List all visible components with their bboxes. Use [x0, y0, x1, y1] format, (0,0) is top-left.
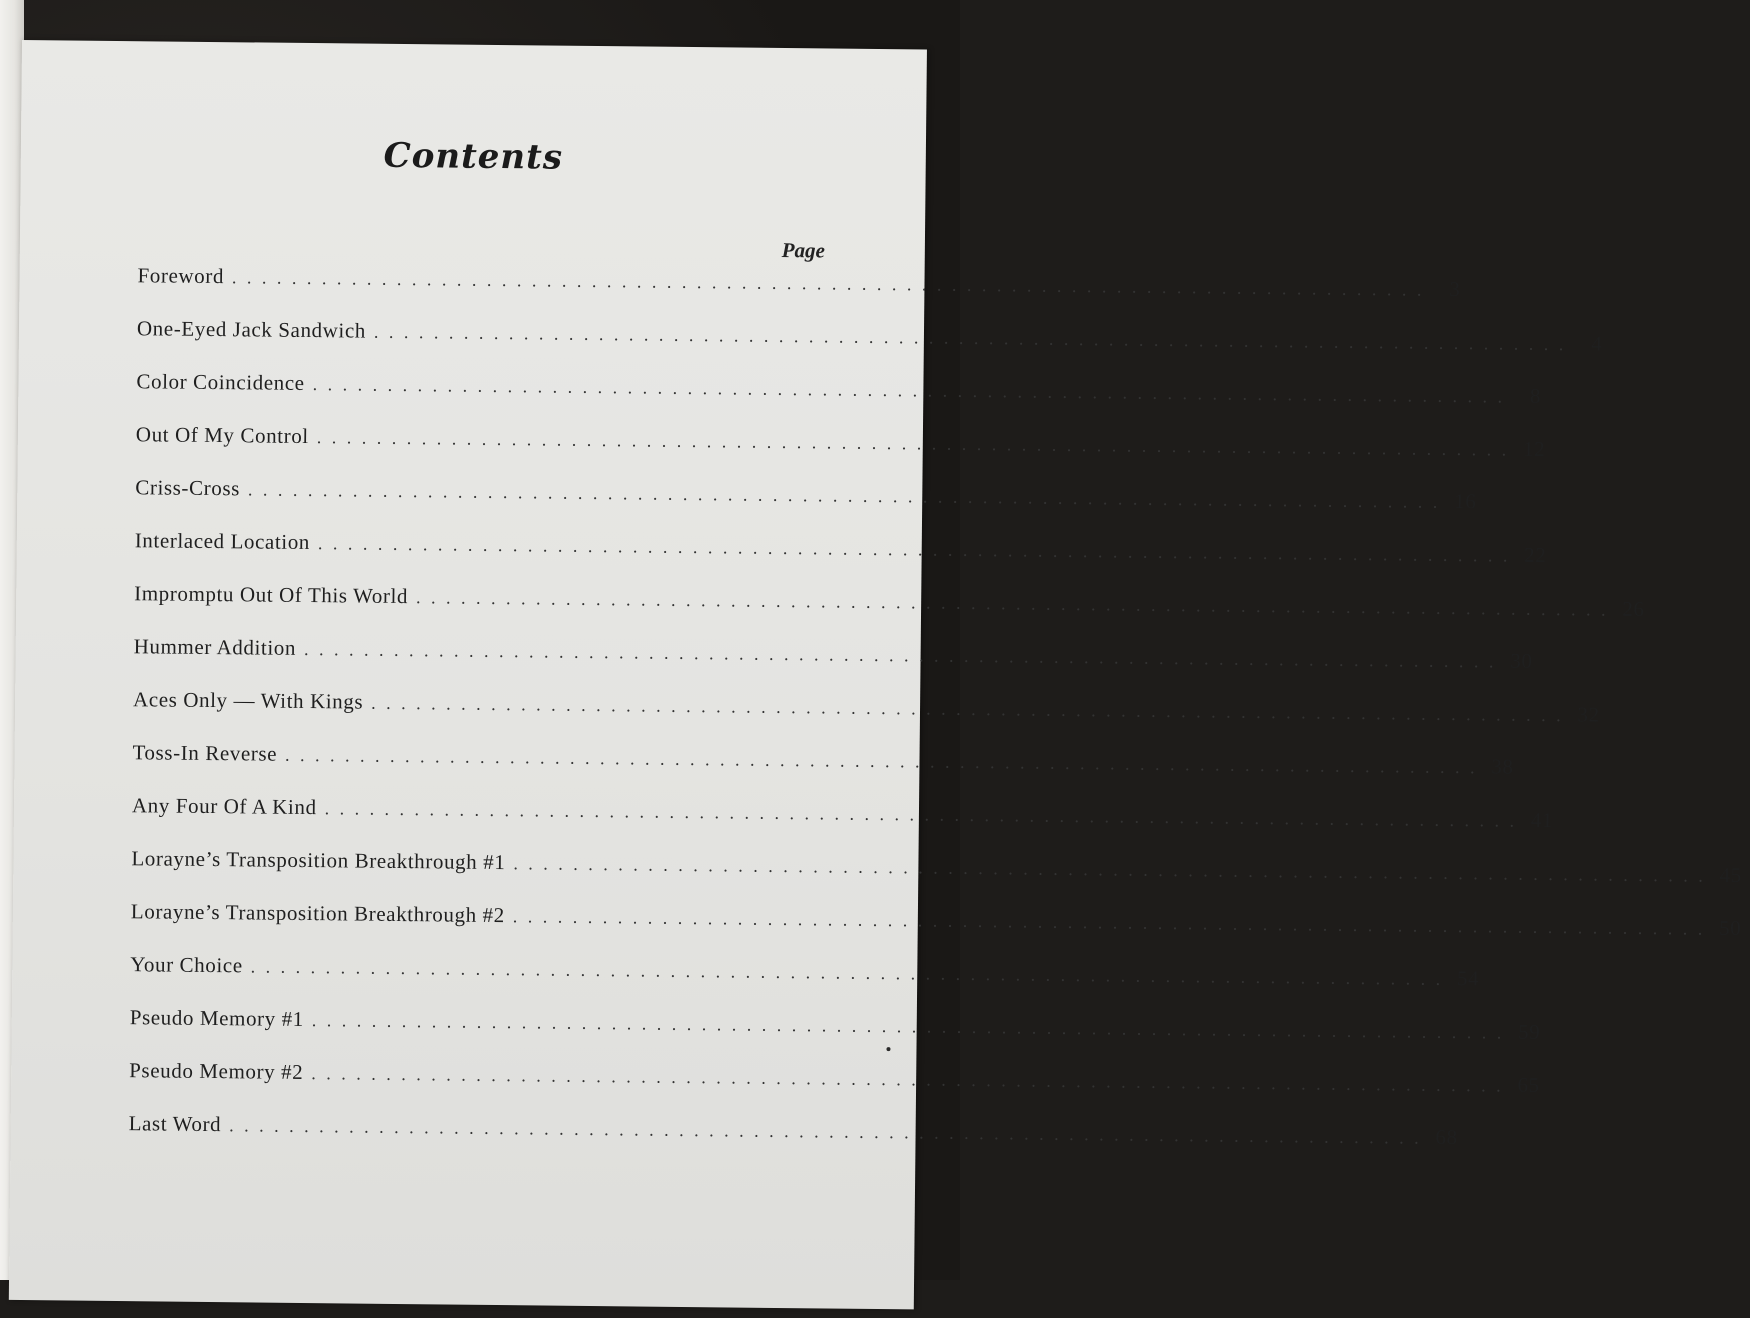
leader-dots: . . . . . . . . . . . . . . . . . . . . . . . . . . . . . . . . . . . . . . . . . . . . . . . . . . . . . . . . . . . . . . . . . . . . . . . . . . . . . . . .: [415, 587, 1609, 620]
toc-entry: [135, 422, 1546, 482]
leader-dots: . . . . . . . . . . . . . . . . . . . . . . . . . . . . . . . . . . . . . . . . . . . . . . . . . . . . . . . . . . . . . . . . . . . . . . . . . . . . . . . .: [512, 906, 1706, 939]
toc-entry-page: 65: [1517, 1072, 1540, 1097]
leader-dots: . . . . . . . . . . . . . . . . . . . . . . . . . . . . . . . . . . . . . . . . . . . . . . . . . . . . . . . . . . . . . . . . . . . . . . . . . . . . . . . .: [311, 1010, 1505, 1043]
toc-entry-page: 3: [1449, 276, 1461, 302]
toc-entry-title: Your Choice: [130, 952, 243, 978]
book-page: [9, 40, 1742, 1309]
toc-entry: [136, 316, 1603, 376]
toc-entry-title: Lorayne’s Transposition Breakthrough #2: [130, 899, 505, 928]
toc-entry-title: Last Word: [128, 1111, 222, 1137]
toc-entry: [135, 475, 1477, 535]
toc-entry-page: 26: [1622, 596, 1645, 622]
leader-dots: . . . . . . . . . . . . . . . . . . . . . . . . . . . . . . . . . . . . . . . . . . . . . . . . . . . . . . . . . . . . . . . . . . . . . . . . . . . . . . . .: [250, 956, 1444, 989]
leader-dots: . . . . . . . . . . . . . . . . . . . . . . . . . . . . . . . . . . . . . . . . . . . . . . . . . . . . . . . . . . . . . . . . . . . . . . . . . . . . . . . .: [316, 427, 1510, 460]
leader-dots: . . . . . . . . . . . . . . . . . . . . . . . . . . . . . . . . . . . . . . . . . . . . . . . . . . . . . . . . . . . . . . . . . . . . . . . . . . . . . . . .: [312, 374, 1506, 407]
toc-entry: [130, 899, 1742, 959]
leader-dots: . . . . . . . . . . . . . . . . . . . . . . . . . . . . . . . . . . . . . . . . . . . . . . . . . . . . . . . . . . . . . . . . . . . . . . . . . . . . . . . .: [317, 533, 1511, 566]
toc-entry-page: 68: [1435, 1124, 1458, 1150]
toc-entry: [129, 1058, 1540, 1118]
toc-entry-page: 4: [1591, 331, 1603, 356]
toc-entry-page: 59: [1517, 1019, 1541, 1044]
toc-entry-title: Out Of My Control: [135, 422, 309, 449]
toc-entry-page: 30: [1510, 648, 1533, 673]
toc-entry: [133, 634, 1533, 694]
toc-entry-title: Interlaced Location: [134, 528, 311, 555]
toc-entry: [129, 1005, 1541, 1065]
toc-entry: [132, 687, 1600, 747]
toc-entry-page: 41: [1530, 807, 1554, 833]
toc-entry: [132, 740, 1514, 800]
toc-entry-title: Foreword: [137, 263, 225, 289]
toc-entry: [131, 846, 1742, 906]
leader-dots: . . . . . . . . . . . . . . . . . . . . . . . . . . . . . . . . . . . . . . . . . . . . . . . . . . . . . . . . . . . . . . . . . . . . . . . . . . . . . . . .: [231, 267, 1425, 300]
toc-entry-page: 16: [1454, 489, 1477, 514]
toc-entry: [128, 1111, 1458, 1171]
toc-entry-page: 12: [1522, 436, 1546, 461]
toc-entry-title: Hummer Addition: [133, 634, 297, 660]
leader-dots: . . . . . . . . . . . . . . . . . . . . . . . . . . . . . . . . . . . . . . . . . . . . . . . . . . . . . . . . . . . . . . . . . . . . . . . . . . . . . . . .: [303, 638, 1497, 672]
toc-entry-page: 8: [1529, 383, 1542, 408]
toc-entry-title: Impromptu Out Of This World: [134, 581, 409, 609]
page-column-header: Page: [781, 237, 825, 263]
toc-entry-page: 50: [1718, 915, 1742, 941]
table-of-contents: [128, 263, 1742, 1171]
toc-entry: [134, 528, 1547, 588]
page-title: Contents: [383, 135, 564, 178]
toc-entry-page: 22: [1524, 542, 1547, 567]
leader-dots: . . . . . . . . . . . . . . . . . . . . . . . . . . . . . . . . . . . . . . . . . . . . . . . . . . . . . . . . . . . . . . . . . . . . . . . . . . . . . . . .: [229, 1115, 1422, 1148]
toc-entry: [130, 952, 1480, 1012]
toc-entry: [131, 793, 1554, 853]
toc-entry-page: 38: [1491, 754, 1514, 779]
toc-entry-title: Criss-Cross: [135, 475, 241, 501]
toc-entry-title: Aces Only — With Kings: [132, 687, 364, 714]
leader-dots: . . . . . . . . . . . . . . . . . . . . . . . . . . . . . . . . . . . . . . . . . . . . . . . . . . . . . . . . . . . . . . . . . . . . . . . . . . . . . . . .: [311, 1063, 1504, 1096]
toc-entry-title: Color Coincidence: [136, 369, 305, 395]
toc-entry-page: 32: [1577, 702, 1600, 727]
toc-entry-title: Pseudo Memory #1: [129, 1005, 304, 1032]
toc-entry-title: Pseudo Memory #2: [129, 1058, 304, 1085]
toc-entry-page: 54: [1456, 966, 1480, 991]
leader-dots: . . . . . . . . . . . . . . . . . . . . . . . . . . . . . . . . . . . . . . . . . . . . . . . . . . . . . . . . . . . . . . . . . . . . . . . . . . . . . . . .: [373, 321, 1567, 355]
leader-dots: . . . . . . . . . . . . . . . . . . . . . . . . . . . . . . . . . . . . . . . . . . . . . . . . . . . . . . . . . . . . . . . . . . . . . . . . . . . . . . . .: [247, 479, 1441, 512]
toc-entry: [137, 263, 1461, 323]
leader-dots: . . . . . . . . . . . . . . . . . . . . . . . . . . . . . . . . . . . . . . . . . . . . . . . . . . . . . . . . . . . . . . . . . . . . . . . . . . . . . . . .: [513, 853, 1706, 886]
leader-dots: . . . . . . . . . . . . . . . . . . . . . . . . . . . . . . . . . . . . . . . . . . . . . . . . . . . . . . . . . . . . . . . . . . . . . . . . . . . . . . . .: [371, 692, 1564, 726]
toc-entry-title: Lorayne’s Transposition Breakthrough #1: [131, 846, 506, 875]
leader-dots: . . . . . . . . . . . . . . . . . . . . . . . . . . . . . . . . . . . . . . . . . . . . . . . . . . . . . . . . . . . . . . . . . . . . . . . . . . . . . . . .: [285, 744, 1478, 778]
toc-entry-title: Any Four Of A Kind: [131, 793, 317, 820]
toc-entry-page: 45: [1719, 862, 1742, 888]
toc-entry: [134, 581, 1645, 641]
toc-entry-title: Toss-In Reverse: [132, 740, 278, 766]
toc-entry-title: One-Eyed Jack Sandwich: [136, 316, 367, 343]
toc-entry: [136, 369, 1542, 429]
ink-speck: [886, 1047, 890, 1051]
leader-dots: . . . . . . . . . . . . . . . . . . . . . . . . . . . . . . . . . . . . . . . . . . . . . . . . . . . . . . . . . . . . . . . . . . . . . . . . . . . . . . . .: [324, 798, 1518, 831]
